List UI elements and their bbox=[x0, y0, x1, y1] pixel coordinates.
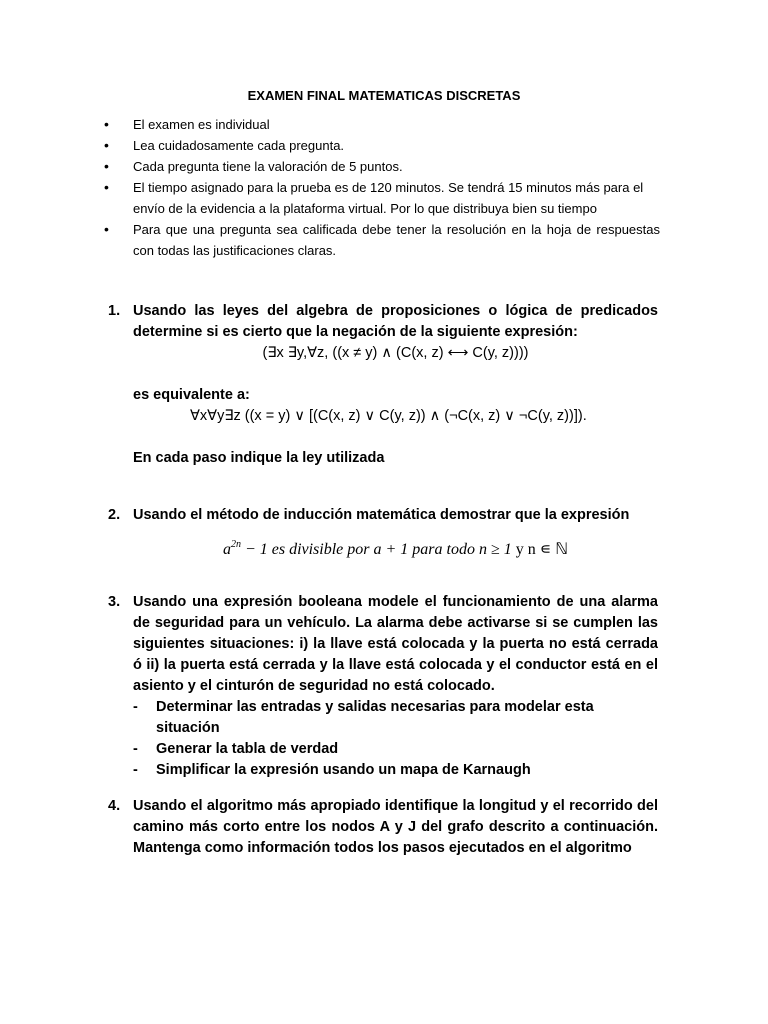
page-title: EXAMEN FINAL MATEMATICAS DISCRETAS bbox=[247, 88, 521, 103]
question-4 bbox=[108, 796, 658, 859]
question-3 bbox=[108, 592, 658, 781]
formula-negation: (∃x ∃y,∀z, ((x ≠ y) ∧ (C(x, z) ⟷ C(y, z)))) bbox=[262, 345, 529, 361]
question-number: 3. bbox=[108, 594, 121, 610]
question-2 bbox=[108, 505, 658, 560]
formula-base: a bbox=[222, 541, 231, 558]
question-number: 4. bbox=[108, 798, 121, 814]
question-text: Usando una expresión booleana modele el funcionamiento de una alarma de seguridad para un vehículo. La alarma debe activarse si se cumplen las siguientes situaciones: i) la llave está colocada y la puerta no está cerrada ó ii) la puerta está cerrada y la llave está colocada y el conductor está en el asiento y el cinturón de seguridad no está colocado. bbox=[133, 594, 658, 694]
question-note: En cada paso indique la ley utilizada bbox=[133, 450, 385, 466]
instruction-item: • El tiempo asignado para la prueba es de 120 minutos. Se tendrá 15 minutos más para el envío de la evidencia a la plataforma virtual. Por lo que distribuya bien su tiempo bbox=[104, 177, 660, 219]
formula-rest: − 1 es divisible por a + 1 para todo n ≥ 1 bbox=[240, 541, 512, 558]
task-item: - Generar la tabla de verdad bbox=[133, 739, 658, 760]
question-number: 2. bbox=[108, 507, 121, 523]
question-number: 1. bbox=[108, 303, 121, 319]
instruction-item: • Cada pregunta tiene la valoración de 5 puntos. bbox=[104, 156, 660, 177]
question-text: Usando el algoritmo más apropiado identifique la longitud y el recorrido del camino más corto entre los nodos A y J del grafo descrito a continuación. Mantenga como información todos los pasos ejecutados en el algoritmo bbox=[133, 798, 658, 856]
instruction-item: • El examen es individual bbox=[104, 114, 660, 135]
question-text: Usando el método de inducción matemática demostrar que la expresión bbox=[133, 507, 630, 523]
instruction-item: • Lea cuidadosamente cada pregunta. bbox=[104, 135, 660, 156]
instructions-list bbox=[104, 114, 660, 261]
instruction-item: • Para que una pregunta sea calificada debe tener la resolución en la hoja de respuestas con todas las justificaciones claras. bbox=[104, 219, 660, 261]
formula-equivalent: ∀x∀y∃z ((x = y) ∨ [(C(x, z) ∨ C(y, z)) ∧ (¬C(x, z) ∨ ¬C(y, z))]). bbox=[190, 408, 587, 424]
induction-formula bbox=[133, 534, 658, 560]
task-item: - Determinar las entradas y salidas necesarias para modelar esta situación bbox=[133, 697, 658, 739]
formula-tail: y n ∊ ℕ bbox=[511, 541, 569, 558]
formula-exponent: 2n bbox=[230, 539, 241, 550]
task-item: - Simplificar la expresión usando un mapa de Karnaugh bbox=[133, 760, 658, 781]
equivalence-label: es equivalente a: bbox=[133, 387, 250, 403]
question-1 bbox=[108, 301, 658, 469]
question-text: Usando las leyes del algebra de proposiciones o lógica de predicados determine si es cierto que la negación de la siguiente expresión: bbox=[133, 303, 658, 340]
